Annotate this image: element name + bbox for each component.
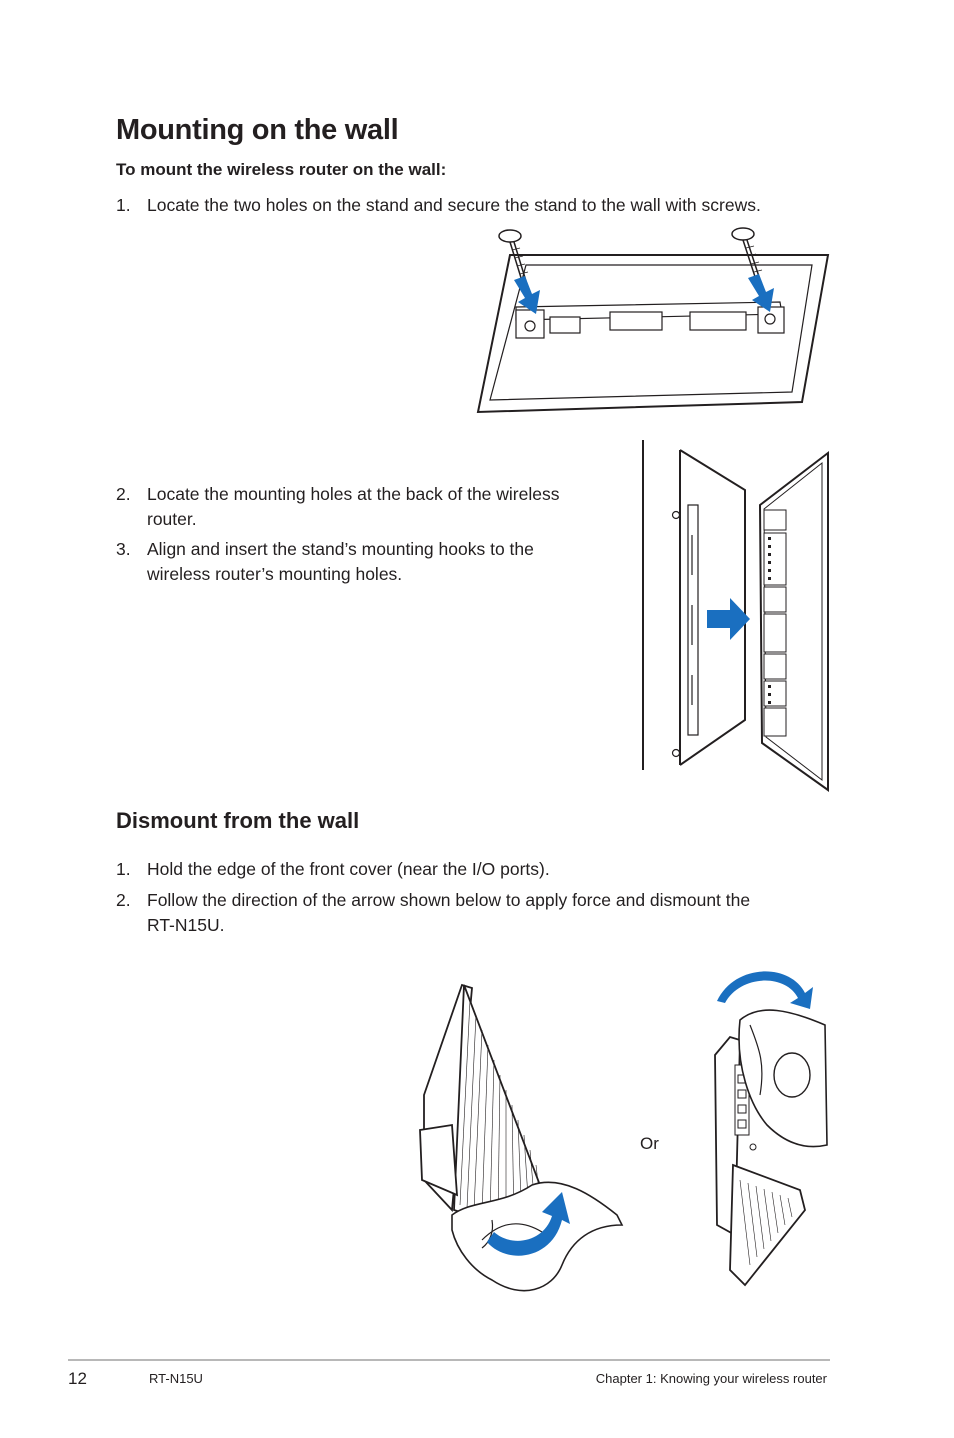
step-text-line1: Align and insert the stand’s mounting hooks to the (147, 539, 534, 559)
step-number: 3. (116, 539, 131, 559)
footer-chapter: Chapter 1: Knowing your wireless router (595, 1371, 827, 1386)
step-text: Hold the edge of the front cover (near the I/O ports). (147, 859, 550, 879)
page-title: Mounting on the wall (116, 114, 399, 146)
page-number: 12 (68, 1369, 87, 1388)
dismount-heading: Dismount from the wall (116, 808, 360, 833)
step-text-line2: RT-N15U. (147, 915, 225, 935)
step-text-line2: wireless router’s mounting holes. (147, 564, 403, 584)
step-text-line1: Follow the direction of the arrow shown below to apply force and dismount the (147, 890, 751, 910)
step-number: 1. (116, 195, 131, 215)
stand-screws-illustration (470, 222, 840, 417)
step-number: 1. (116, 859, 131, 879)
router-hook-illustration (640, 435, 835, 795)
footer-model: RT-N15U (149, 1371, 203, 1386)
step-number: 2. (116, 484, 131, 504)
dismount-illustration-right (705, 965, 835, 1305)
step-number: 2. (116, 890, 131, 910)
or-label: Or (640, 1134, 659, 1153)
footer-divider (68, 1359, 830, 1361)
step-text: Locate the two holes on the stand and secure the stand to the wall with screws. (147, 195, 761, 215)
dismount-illustration-left (412, 980, 627, 1305)
step-text-line1: Locate the mounting holes at the back of the wireless (147, 484, 560, 504)
mount-subheading: To mount the wireless router on the wall: (116, 160, 447, 179)
step-text-line2: router. (147, 509, 197, 529)
